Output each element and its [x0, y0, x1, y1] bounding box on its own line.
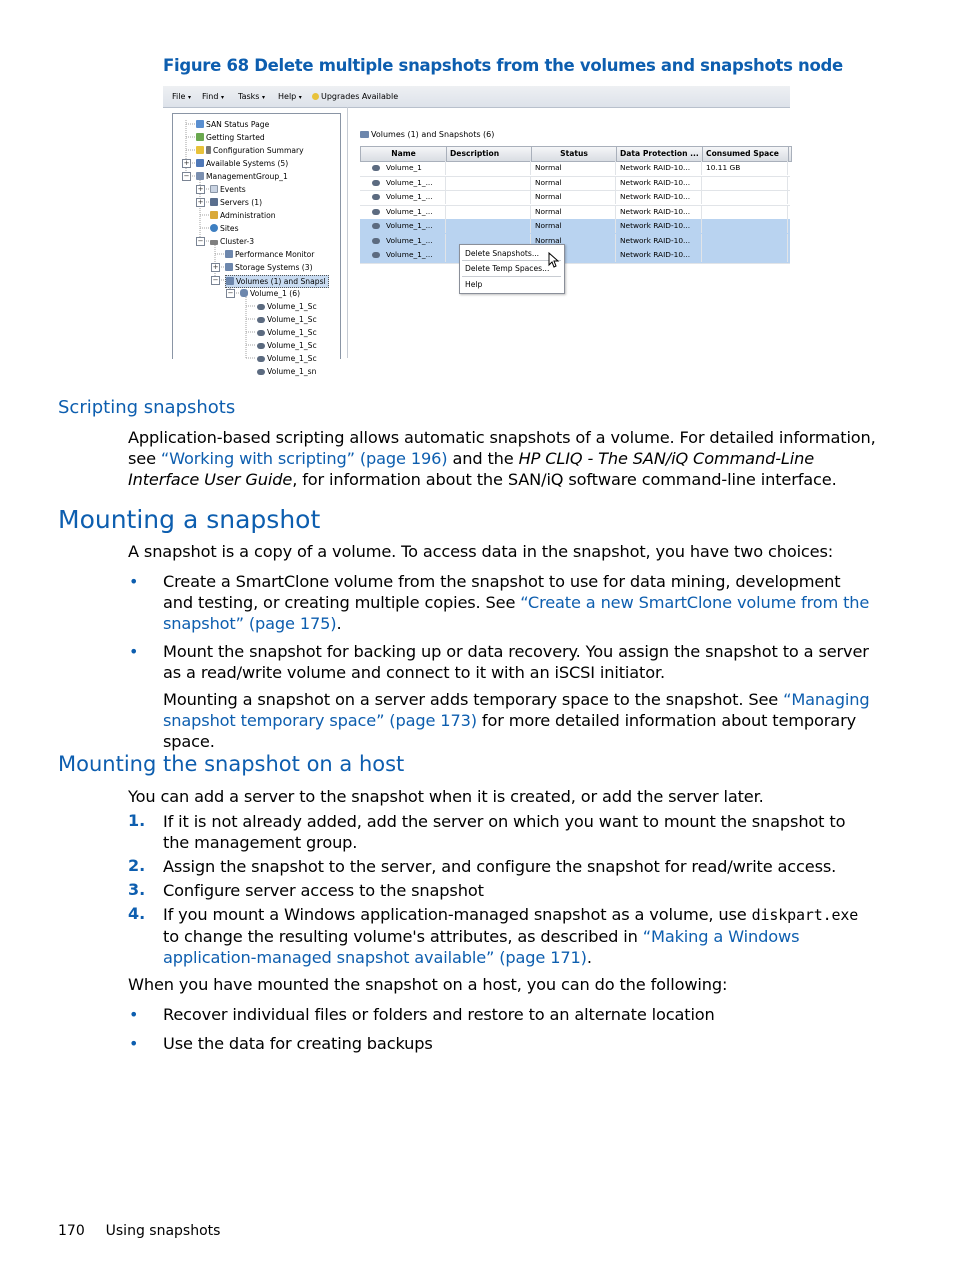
- snapshot-icon: [372, 252, 380, 258]
- snapshot-icon: [372, 194, 380, 200]
- navigation-tree: [172, 113, 341, 376]
- table-cell-protection: Network RAID-10...: [616, 219, 702, 233]
- link-create-smartclone[interactable]: “Create a new SmartClone volume from the snapshot” (page 175): [163, 593, 870, 633]
- table-cell-name: Volume_1_...: [360, 234, 446, 248]
- tree-item[interactable]: Events: [210, 184, 246, 195]
- table-cell-consumed: [702, 234, 788, 248]
- collapse-toggle[interactable]: −: [197, 237, 204, 245]
- upgrade-icon: [312, 93, 319, 100]
- menu-tasks[interactable]: Tasks ▾: [238, 92, 265, 101]
- link-making-windows-snapshot[interactable]: “Making a Windows application-managed snapshot available” (page 171): [163, 927, 800, 967]
- menu-delete-temp-spaces[interactable]: Delete Temp Spaces...: [465, 264, 550, 273]
- panel-title: Volumes (1) and Snapshots (6): [360, 130, 494, 139]
- volume-icon: [240, 289, 248, 297]
- menu-separator: [462, 260, 561, 261]
- bullet: •: [129, 572, 139, 591]
- tree-item[interactable]: Volume_1_Sc: [257, 327, 317, 338]
- page-number: 170: [58, 1223, 85, 1239]
- table-row[interactable]: [360, 161, 790, 177]
- step-1: If it is not already added, add the server on which you want to mount the snapshot to the management group.: [163, 812, 846, 852]
- tree-item[interactable]: ManagementGroup_1: [196, 171, 288, 182]
- table-cell-description: [446, 190, 531, 204]
- expand-toggle[interactable]: +: [197, 198, 204, 206]
- summary-icon: [206, 146, 211, 154]
- menu-separator: [462, 276, 561, 277]
- col-status[interactable]: Status: [532, 147, 617, 161]
- volume-icon: [372, 165, 380, 171]
- bullet: •: [129, 642, 139, 661]
- snapshot-icon: [372, 223, 380, 229]
- events-icon: [210, 185, 218, 193]
- menu-delete-snapshots[interactable]: Delete Snapshots...: [465, 249, 540, 258]
- page-footer: [58, 1223, 220, 1239]
- link-managing-temp-space[interactable]: “Managing snapshot temporary space” (page 173): [163, 690, 870, 730]
- figure-caption: Figure 68 Delete multiple snapshots from the volumes and snapshots node: [163, 56, 843, 75]
- globe-icon: [210, 224, 218, 232]
- table-cell-name: Volume_1_...: [360, 176, 446, 190]
- table-cell-protection: Network RAID-10...: [616, 161, 702, 175]
- section-heading-scripting: Scripting snapshots: [58, 397, 236, 418]
- mounting-bullet-1: Create a SmartClone volume from the snapshot to use for data mining, development and testing, or creating multiple copies. See “Create a new SmartClone volume from the snapshot” (page 175).: [163, 572, 870, 633]
- tree-item[interactable]: SAN Status Page: [196, 119, 269, 130]
- host-intro: You can add a server to the snapshot when it is created, or add the server later.: [128, 787, 764, 806]
- table-cell-description: [446, 176, 531, 190]
- tree-item[interactable]: Volume_1_Sc: [257, 340, 317, 351]
- table-row[interactable]: [360, 219, 790, 235]
- grid-header: [360, 146, 792, 162]
- tree-item[interactable]: Servers (1): [210, 197, 262, 208]
- table-cell-name: Volume_1_...: [360, 190, 446, 204]
- table-cell-name: Volume_1_...: [360, 205, 446, 219]
- storage-icon: [225, 263, 233, 271]
- host-after: When you have mounted the snapshot on a host, you can do the following:: [128, 975, 728, 994]
- snapshot-icon: [372, 180, 380, 186]
- menu-help[interactable]: Help ▾: [278, 92, 302, 101]
- table-cell-status: Normal: [531, 161, 616, 175]
- snapshot-icon: [372, 209, 380, 215]
- col-protection[interactable]: Data Protection ...: [617, 147, 703, 161]
- mouse-cursor-icon: [548, 252, 560, 269]
- table-cell-protection: Network RAID-10...: [616, 176, 702, 190]
- step-2: Assign the snapshot to the server, and configure the snapshot for read/write access.: [163, 857, 837, 876]
- table-cell-consumed: [702, 205, 788, 219]
- table-cell-name: Volume_1_...: [360, 219, 446, 233]
- tree-item-selected[interactable]: Volumes (1) and Snapsl: [225, 275, 329, 288]
- section-heading-mounting: Mounting a snapshot: [58, 505, 321, 534]
- table-cell-description: [446, 205, 531, 219]
- footer-section: Using snapshots: [105, 1223, 221, 1239]
- host-bullet-1: Recover individual files or folders and restore to an alternate location: [163, 1005, 715, 1024]
- mounting-bullet-2: Mount the snapshot for backing up or data recovery. You assign the snapshot to a server as a read/write volume and connect to it with an iSCSI initiator.: [163, 642, 869, 682]
- tree-item[interactable]: Volume_1 (6): [240, 288, 300, 299]
- tree-item[interactable]: Getting Started: [196, 132, 265, 143]
- group-icon: [196, 172, 204, 180]
- snapshot-icon: [372, 238, 380, 244]
- table-row[interactable]: [360, 205, 790, 221]
- tree-item[interactable]: Available Systems (5): [196, 158, 288, 169]
- mounting-bullet-2-note: Mounting a snapshot on a server adds temporary space to the snapshot. See “Managing snapshot temporary space” (page 173) for more detailed information about temporary space.: [163, 690, 870, 751]
- table-cell-consumed: 10.11 GB: [702, 161, 788, 175]
- snapshot-icon: [257, 343, 265, 349]
- getting-started-icon: [196, 133, 204, 141]
- menu-bar: [163, 86, 790, 108]
- host-bullet-2: Use the data for creating backups: [163, 1034, 433, 1053]
- tree-item[interactable]: Configuration Summary: [196, 145, 304, 156]
- servers-icon: [210, 198, 218, 206]
- cluster-icon: [210, 240, 218, 245]
- bullet: •: [129, 1034, 139, 1053]
- systems-icon: [196, 159, 204, 167]
- col-name[interactable]: Name: [361, 147, 447, 161]
- step-4: If you mount a Windows application-managed snapshot as a volume, use diskpart.exe to change the resulting volume's attributes, as described in “Making a Windows application-managed snapshot available” (page 171).: [163, 905, 859, 967]
- table-cell-status: Normal: [531, 234, 616, 248]
- tree-item[interactable]: Storage Systems (3): [225, 262, 313, 273]
- section-heading-host: Mounting the snapshot on a host: [58, 752, 405, 776]
- step-number: 3.: [128, 880, 146, 899]
- table-cell-status: Normal: [531, 190, 616, 204]
- step-number: 1.: [128, 811, 146, 830]
- menu-find[interactable]: Find ▾: [202, 92, 224, 101]
- collapse-toggle[interactable]: −: [183, 172, 190, 180]
- table-cell-protection: Network RAID-10...: [616, 190, 702, 204]
- tree-item[interactable]: Sites: [210, 223, 239, 234]
- mounting-intro: A snapshot is a copy of a volume. To access data in the snapshot, you have two choices:: [128, 542, 834, 561]
- table-cell-description: [446, 161, 531, 175]
- volumes-icon: [226, 277, 234, 285]
- table-row[interactable]: [360, 248, 790, 264]
- tree-item[interactable]: Volume_1_Sc: [257, 301, 317, 312]
- tree-item[interactable]: Performance Monitor: [225, 249, 314, 260]
- collapse-toggle[interactable]: −: [212, 276, 219, 284]
- table-cell-name: Volume_1_...: [360, 248, 446, 262]
- monitor-icon: [225, 250, 233, 258]
- table-cell-status: Normal: [531, 205, 616, 219]
- tree-item[interactable]: Volume_1_Sc: [257, 314, 317, 325]
- collapse-toggle[interactable]: −: [227, 289, 234, 297]
- table-cell-consumed: [702, 176, 788, 190]
- snapshot-icon: [257, 330, 265, 336]
- snapshot-icon: [257, 356, 265, 362]
- col-consumed[interactable]: Consumed Space: [703, 147, 789, 161]
- step-number: 4.: [128, 904, 146, 923]
- panel-divider[interactable]: [347, 107, 348, 358]
- snapshot-icon: [257, 369, 265, 375]
- snapshot-icon: [257, 317, 265, 323]
- table-cell-consumed: [702, 219, 788, 233]
- table-cell-status: Normal: [531, 176, 616, 190]
- step-3: Configure server access to the snapshot: [163, 881, 484, 900]
- table-cell-consumed: [702, 248, 788, 262]
- snapshot-icon: [257, 304, 265, 310]
- menu-upgrades[interactable]: Upgrades Available: [312, 92, 398, 101]
- table-cell-protection: Network RAID-10...: [616, 234, 702, 248]
- san-status-icon: [196, 120, 204, 128]
- bullet: •: [129, 1005, 139, 1024]
- table-row[interactable]: [360, 234, 790, 250]
- tree-item[interactable]: Volume_1_sn: [257, 366, 316, 377]
- step-number: 2.: [128, 856, 146, 875]
- tree-item[interactable]: Volume_1_Sc: [257, 353, 317, 364]
- tree-item[interactable]: Cluster-3: [210, 236, 254, 247]
- expand-toggle[interactable]: +: [212, 263, 219, 271]
- table-cell-protection: Network RAID-10...: [616, 205, 702, 219]
- expand-toggle[interactable]: +: [183, 159, 190, 167]
- expand-toggle[interactable]: +: [197, 185, 204, 193]
- code-diskpart: diskpart.exe: [751, 906, 859, 924]
- link-working-with-scripting[interactable]: “Working with scripting” (page 196): [160, 449, 448, 468]
- menu-help[interactable]: Help: [465, 280, 483, 289]
- table-cell-consumed: [702, 190, 788, 204]
- table-row[interactable]: [360, 190, 790, 206]
- col-description[interactable]: Description: [447, 147, 532, 161]
- tree-item[interactable]: Administration: [210, 210, 276, 221]
- table-cell-protection: Network RAID-10...: [616, 248, 702, 262]
- figure-screenshot: [163, 86, 790, 376]
- folder-icon: [360, 131, 369, 138]
- table-cell-name: Volume_1: [360, 161, 446, 175]
- table-row[interactable]: [360, 176, 790, 192]
- table-cell-description: [446, 219, 531, 233]
- table-cell-status: Normal: [531, 219, 616, 233]
- menu-file[interactable]: File ▾: [172, 92, 191, 101]
- admin-icon: [210, 211, 218, 219]
- warning-icon: [196, 146, 204, 154]
- scripting-paragraph: Application-based scripting allows automatic snapshots of a volume. For detailed information, see “Working with scripting” (page 196) and the HP CLIQ - The SAN/iQ Command-Line Interface User Guide, for information about the SAN/iQ software command-line interface.: [128, 428, 876, 489]
